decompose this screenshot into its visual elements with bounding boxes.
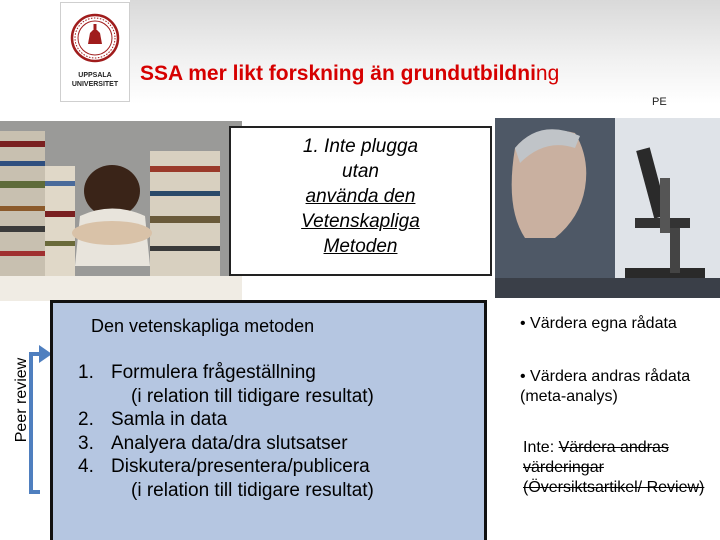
statement-line-3: använda den bbox=[305, 186, 416, 207]
bullet-struck-text: Värdera andras värderingar (Översiktsartikel/ Review) bbox=[523, 439, 705, 496]
seal-icon bbox=[70, 13, 120, 63]
scientist-photo bbox=[495, 118, 720, 298]
list-item-subtext: (i relation till tidigare resultat) bbox=[131, 385, 374, 407]
list-item-text: Formulera frågeställning bbox=[111, 362, 316, 383]
statement-line-2: utan bbox=[342, 161, 379, 182]
scientist-illustration bbox=[495, 118, 720, 298]
page-title bbox=[140, 62, 559, 86]
university-logo bbox=[60, 2, 130, 102]
list-item-text: Diskutera/presentera/publicera bbox=[111, 456, 370, 477]
statement-line-5: Metoden bbox=[323, 236, 398, 257]
bullet-own-data: • Värdera egna rådata bbox=[520, 315, 677, 332]
student-photo bbox=[0, 121, 242, 301]
list-item-number: 3. bbox=[78, 432, 94, 454]
list-item-subtext: (i relation till tidigare resultat) bbox=[131, 479, 374, 501]
list-item bbox=[78, 361, 483, 408]
statement-line-4: Vetenskapliga bbox=[301, 211, 420, 232]
list-item-text: Samla in data bbox=[111, 409, 228, 430]
logo-text: UPPSALA UNIVERSITET bbox=[71, 72, 119, 88]
bullet-not-review bbox=[523, 438, 720, 498]
header-band bbox=[130, 0, 720, 104]
method-title: Den vetenskapliga metoden bbox=[91, 316, 315, 336]
author-initials: PE bbox=[652, 96, 667, 108]
list-item-number: 2. bbox=[78, 409, 94, 430]
list-item-text: Analyera data/dra slutsatser bbox=[111, 432, 348, 454]
title-tail: ng bbox=[535, 62, 560, 85]
bullet-meta-analysis: • Värdera andras rådata (meta-analys) bbox=[520, 368, 691, 405]
list-item-number: 1. bbox=[78, 362, 94, 383]
bullet-not-prefix: Inte: bbox=[523, 439, 559, 456]
list-item bbox=[78, 455, 483, 502]
student-illustration bbox=[0, 121, 242, 301]
list-item bbox=[78, 432, 483, 456]
list-item bbox=[78, 408, 483, 432]
statement-line-1: 1. Inte plugga bbox=[302, 136, 419, 157]
peer-review-label: Peer review bbox=[13, 357, 30, 443]
main-statement-box bbox=[229, 126, 492, 276]
title-main: SSA mer likt forskning än grundutbildni bbox=[140, 62, 536, 85]
method-box bbox=[50, 300, 487, 540]
method-list bbox=[78, 361, 483, 502]
list-item-number: 4. bbox=[78, 456, 94, 477]
